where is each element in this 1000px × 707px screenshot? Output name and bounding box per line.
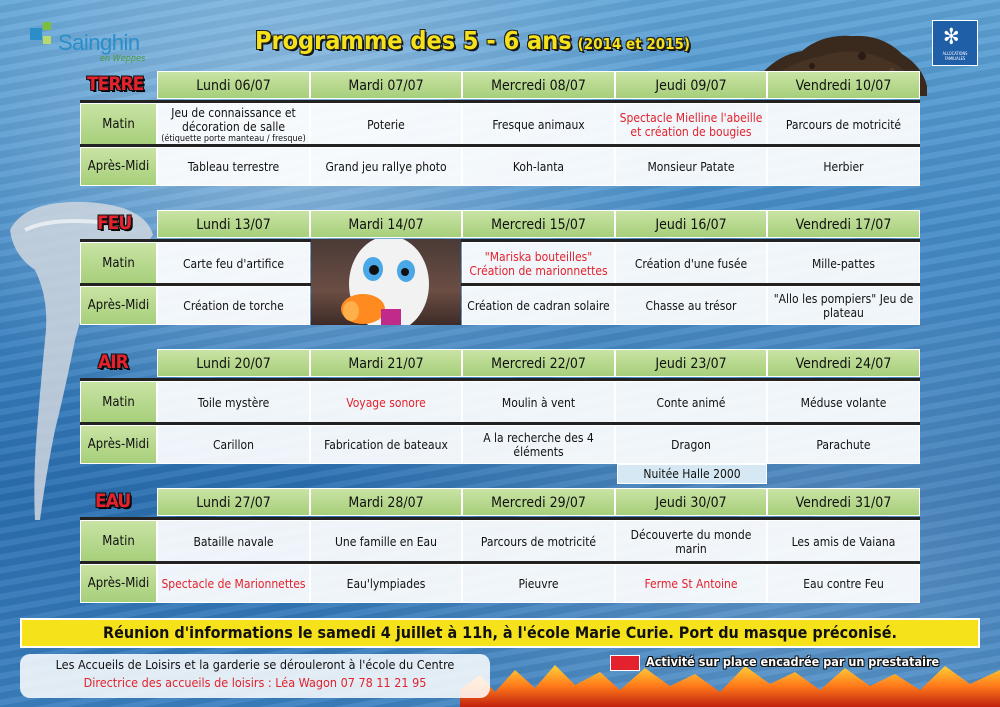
puppet-photo — [311, 239, 461, 325]
day-header: Mercredi 15/07 — [462, 210, 615, 238]
logo-name: Sainghin — [58, 30, 140, 55]
day-header: Vendredi 24/07 — [767, 349, 920, 377]
apres-midi-activity — [615, 425, 767, 464]
apres-midi-activity — [615, 286, 767, 325]
matin-activity — [462, 520, 615, 563]
activity-text: A la recherche des 4 éléments — [483, 430, 594, 459]
activity-text: Parcours de motricité — [785, 117, 902, 132]
activity-text: Grand jeu rallye photo — [325, 159, 447, 174]
activity-text: Herbier — [823, 159, 864, 174]
activity-text: "Mariska bouteilles" Création de marionnettes — [469, 249, 608, 278]
row-label-apres-midi: Après-Midi — [80, 286, 157, 325]
section-label-air: AIR — [98, 351, 128, 373]
apres-midi-activity — [310, 564, 462, 603]
row-label-matin: Matin — [80, 381, 157, 424]
activity-text: Création de cadran solaire — [467, 298, 610, 313]
day-header: Mercredi 29/07 — [462, 488, 615, 516]
day-header: Mardi 14/07 — [310, 210, 462, 238]
logo-subtitle: en Weppes — [100, 54, 146, 64]
activity-text: Spectacle de Marionnettes — [161, 576, 306, 591]
apres-midi-activity — [462, 425, 615, 464]
apres-midi-activity — [767, 425, 920, 464]
activity-text: Bataille navale — [193, 534, 274, 549]
title-main: Programme des 5 - 6 ans — [255, 26, 572, 55]
legend-text: Activité sur place encadrée par un prestataire — [646, 654, 940, 669]
activity-text: Fresque animaux — [492, 117, 585, 132]
activity-text: Carillon — [212, 437, 255, 452]
day-header: Jeudi 09/07 — [615, 71, 767, 99]
activity-text: Carte feu d'artifice — [182, 256, 285, 271]
matin-activity — [157, 520, 310, 563]
matin-activity — [767, 520, 920, 563]
activity-text: Moulin à vent — [501, 395, 576, 410]
day-header: Jeudi 23/07 — [615, 349, 767, 377]
activity-text: Eau contre Feu — [803, 576, 884, 591]
activity-text: Conte animé — [656, 395, 726, 410]
day-header: Jeudi 30/07 — [615, 488, 767, 516]
matin-activity — [615, 381, 767, 424]
day-header: Lundi 06/07 — [157, 71, 310, 99]
apres-midi-activity — [462, 286, 615, 325]
day-header: Mardi 28/07 — [310, 488, 462, 516]
apres-midi-activity — [767, 564, 920, 603]
apres-midi-activity — [767, 286, 920, 325]
caf-star-icon: ✻ — [943, 25, 960, 50]
matin-activity — [767, 242, 920, 285]
activity-text: Jeu de connaissance et décoration de salle — [171, 105, 296, 134]
matin-activity — [462, 103, 615, 146]
matin-activity — [310, 520, 462, 563]
matin-activity — [615, 242, 767, 285]
caf-text: ALLOCATIONS FAMILIALES — [942, 51, 968, 61]
info-line-2: Directrice des accueils de loisirs : Léa Wagon 07 78 11 21 95 — [83, 675, 427, 690]
row-label-apres-midi: Après-Midi — [80, 564, 157, 603]
row-label-matin: Matin — [80, 242, 157, 285]
matin-activity — [157, 242, 310, 285]
activity-text: Monsieur Patate — [647, 159, 735, 174]
activity-text: Eau'lympiades — [346, 576, 426, 591]
activity-text: Voyage sonore — [346, 395, 426, 410]
activity-text: Dragon — [671, 437, 711, 452]
day-header: Lundi 27/07 — [157, 488, 310, 516]
matin-activity — [462, 242, 615, 285]
activity-text: Koh-lanta — [512, 159, 565, 174]
row-label-apres-midi: Après-Midi — [80, 147, 157, 186]
logo-square-green — [43, 22, 51, 30]
activity-text: Fabrication de bateaux — [324, 437, 448, 452]
day-header: Lundi 13/07 — [157, 210, 310, 238]
activity-text: Une famille en Eau — [334, 534, 438, 549]
day-header: Mercredi 22/07 — [462, 349, 615, 377]
apres-midi-activity — [157, 286, 310, 325]
row-label-matin: Matin — [80, 520, 157, 563]
logo-square-lime — [43, 36, 51, 44]
apres-midi-activity — [462, 147, 615, 186]
activity-text: Découverte du monde marin — [630, 527, 752, 556]
activity-text: Poterie — [367, 117, 405, 132]
apres-midi-activity — [462, 564, 615, 603]
apres-midi-activity — [615, 147, 767, 186]
activity-text: "Allo les pompiers" Jeu de plateau — [773, 291, 914, 320]
matin-activity — [615, 103, 767, 146]
day-header: Vendredi 17/07 — [767, 210, 920, 238]
activity-text: Chasse au trésor — [645, 298, 737, 313]
activity-text: Toile mystère — [197, 395, 270, 410]
section-label-terre: TERRE — [87, 73, 144, 95]
day-header: Mercredi 08/07 — [462, 71, 615, 99]
day-header: Lundi 20/07 — [157, 349, 310, 377]
matin-activity — [157, 103, 310, 146]
matin-activity — [310, 103, 462, 146]
activity-text: Création de torche — [183, 298, 284, 313]
matin-activity — [615, 520, 767, 563]
matin-activity — [462, 381, 615, 424]
activity-text: Les amis de Vaiana — [791, 534, 896, 549]
day-header: Vendredi 31/07 — [767, 488, 920, 516]
day-header: Mardi 07/07 — [310, 71, 462, 99]
activity-note: (étiquette porte manteau / fresque) — [161, 133, 306, 144]
activity-text: Méduse volante — [800, 395, 887, 410]
section-label-eau: EAU — [95, 490, 131, 512]
apres-midi-activity — [310, 147, 462, 186]
logo-square-blue — [30, 28, 42, 40]
matin-activity — [157, 381, 310, 424]
sainghin-logo — [30, 22, 160, 66]
apres-midi-activity — [157, 564, 310, 603]
activity-text: Ferme St Antoine — [644, 576, 738, 591]
apres-midi-activity — [157, 147, 310, 186]
nuitee-badge: Nuitée Halle 2000 — [617, 464, 767, 484]
row-label-apres-midi: Après-Midi — [80, 425, 157, 464]
info-line-1: Les Accueils de Loisirs et la garderie se dérouleront à l'école du Centre — [55, 657, 455, 672]
activity-text: Tableau terrestre — [187, 159, 280, 174]
matin-activity — [767, 381, 920, 424]
day-header: Vendredi 10/07 — [767, 71, 920, 99]
activity-text: Création d'une fusée — [634, 256, 748, 271]
activity-text: Pieuvre — [518, 576, 559, 591]
row-label-matin: Matin — [80, 103, 157, 146]
caf-logo — [932, 20, 978, 66]
matin-activity — [767, 103, 920, 146]
activity-text: Parcours de motricité — [480, 534, 597, 549]
apres-midi-activity — [615, 564, 767, 603]
day-header: Mardi 21/07 — [310, 349, 462, 377]
legend-color-swatch — [610, 655, 640, 671]
day-header: Jeudi 16/07 — [615, 210, 767, 238]
activity-text: Mille-pattes — [811, 256, 876, 271]
info-box — [20, 654, 490, 698]
apres-midi-activity — [157, 425, 310, 464]
title-years: (2014 et 2015) — [577, 35, 691, 53]
page-title — [255, 26, 690, 55]
meeting-banner: Réunion d'informations le samedi 4 juillet à 11h, à l'école Marie Curie. Port du masque préconisé. — [20, 618, 980, 648]
apres-midi-activity — [310, 425, 462, 464]
matin-activity — [310, 381, 462, 424]
activity-text: Parachute — [816, 437, 871, 452]
apres-midi-activity — [767, 147, 920, 186]
activity-text: Spectacle Mielline l'abeille et création de bougies — [619, 110, 763, 139]
section-label-feu: FEU — [97, 212, 132, 234]
